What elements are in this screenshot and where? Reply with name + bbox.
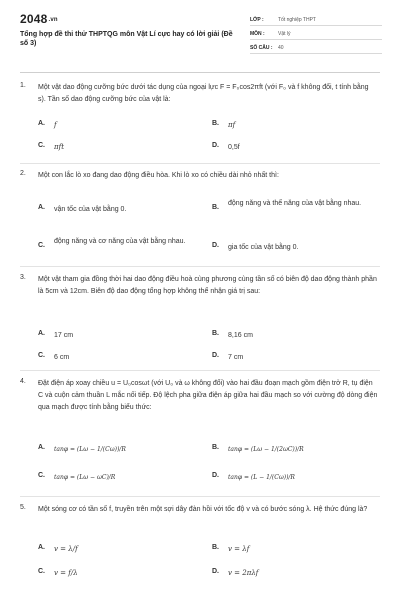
option-text: πf <box>228 121 236 129</box>
option-text: 8,16 cm <box>228 332 253 339</box>
option-label: C. <box>38 242 45 249</box>
option-label: D. <box>212 472 219 479</box>
question-number: 5. <box>20 504 26 511</box>
question-4 <box>20 378 380 496</box>
document-title: Tổng hợp đề thi thử THPTQG môn Vật Lí cực hay có lời giải (Đề số 3) <box>20 31 233 47</box>
meta-key: SỐ CÂU : <box>250 44 273 51</box>
option-text: f <box>54 121 57 129</box>
option-text: 6 cm <box>54 354 70 361</box>
meta-value: Vật lý <box>278 30 291 37</box>
option-label: B. <box>212 444 219 451</box>
option-label: B. <box>212 330 219 337</box>
question-divider <box>20 370 380 371</box>
option-label: D. <box>212 242 219 249</box>
option-label: A. <box>38 544 45 551</box>
option-text: gia tốc của vật bằng 0. <box>228 244 299 251</box>
option-text: tanφ = (Lω − 1/(Cω))/R <box>54 446 126 453</box>
question-5 <box>20 504 380 594</box>
meta-value: 40 <box>278 44 284 51</box>
option-label: B. <box>212 120 219 127</box>
option-text: động năng và cơ năng của vật bằng nhau. <box>54 238 186 245</box>
option-text: v = f/λ <box>54 569 78 577</box>
question-stem: Một sóng cơ có tần số f, truyền trên một sợi dây đàn hồi với tốc độ v và có bước sóng λ. Hệ thức đúng là? <box>38 506 368 513</box>
question-number: 1. <box>20 82 26 89</box>
option-label: C. <box>38 142 45 149</box>
question-stem: Một con lắc lò xo đang dao động điều hòa. Khi lò xo có chiều dài nhỏ nhất thì: <box>38 172 279 179</box>
question-divider <box>20 266 380 267</box>
option-label: B. <box>212 204 219 211</box>
option-text: v = 2πλf <box>228 569 259 577</box>
option-text: tanφ = (Lω − ωC)/R <box>54 474 116 481</box>
logo-suffix: .vn <box>48 16 58 23</box>
option-text: 17 cm <box>54 332 74 339</box>
option-text: tanφ = (Lω − 1/(2ωC))/R <box>228 446 304 453</box>
meta-value: Tốt nghiệp THPT <box>278 16 316 23</box>
question-divider <box>20 496 380 497</box>
option-text: 7 cm <box>228 354 244 361</box>
option-label: D. <box>212 142 219 149</box>
option-text: vận tốc của vật bằng 0. <box>54 206 127 213</box>
option-label: A. <box>38 330 45 337</box>
question-number: 4. <box>20 378 26 385</box>
meta-row-count <box>250 42 382 54</box>
site-logo[interactable] <box>20 12 58 26</box>
question-stem: Một vật tham gia đồng thời hai dao động điều hoà cùng phương cùng tần số có biên độ dao động thành phần là 5cm và 12cm. Biên độ dao động tổng hợp không thể nhận giá trị sau: <box>38 276 377 295</box>
meta-key: LỚP : <box>250 16 264 23</box>
option-text: 0,5f <box>228 144 240 151</box>
question-divider <box>20 163 380 164</box>
option-label: A. <box>38 204 45 211</box>
question-1 <box>20 82 380 172</box>
question-2 <box>20 170 380 260</box>
option-label: C. <box>38 472 45 479</box>
meta-key: MÔN : <box>250 30 265 37</box>
option-label: D. <box>212 352 219 359</box>
option-text: v = λ/f <box>54 545 78 553</box>
option-text: tanφ = (L − 1/(Cω))/R <box>228 474 295 481</box>
option-label: D. <box>212 568 219 575</box>
option-label: A. <box>38 444 45 451</box>
question-stem: Một vật dao động cưỡng bức dưới tác dụng của ngoại lực F = F₀cos2πft (với F₀ và f không đổi, t tính bằng s). Tần số dao động cưỡng bức của vật là: <box>38 84 369 103</box>
meta-table <box>250 14 382 56</box>
option-text: πft <box>54 143 65 151</box>
meta-row-subject <box>250 28 382 40</box>
question-3 <box>20 274 380 372</box>
meta-row-class <box>250 14 382 26</box>
question-number: 2. <box>20 170 26 177</box>
logo-text: 2048 <box>20 12 48 26</box>
question-number: 3. <box>20 274 26 281</box>
option-label: C. <box>38 568 45 575</box>
option-text: v = λf <box>228 545 250 553</box>
option-label: A. <box>38 120 45 127</box>
header-divider <box>20 72 380 73</box>
option-label: B. <box>212 544 219 551</box>
option-text: động năng và thế năng của vật bằng nhau. <box>228 200 362 207</box>
page-header <box>20 12 380 70</box>
option-label: C. <box>38 352 45 359</box>
question-stem: Đặt điện áp xoay chiều u = U₀cosωt (với U₀ và ω không đổi) vào hai đầu đoạn mạch gồm điện trở R, tụ điện C và cuộn cảm thuần L mắc nối tiếp. Độ lệch pha giữa điện áp giữa hai đầu mạch so với cường độ dòng điện qua mạch được tính bằng biểu thức: <box>38 380 378 411</box>
